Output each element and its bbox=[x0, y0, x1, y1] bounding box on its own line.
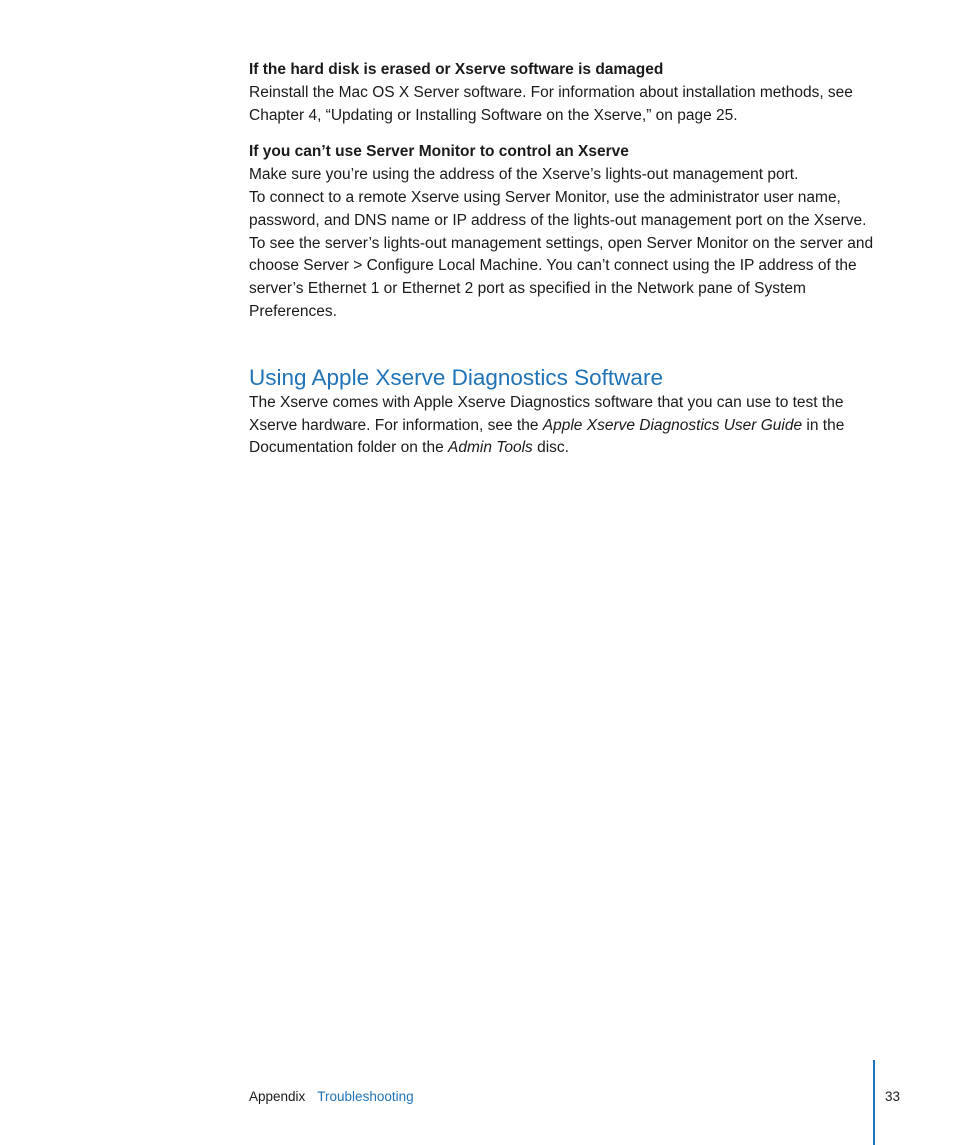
diagnostics-text: The Xserve comes with Apple Xserve Diagnostics software that you can use to test the Xserve hardware. For information, see the bbox=[249, 393, 844, 434]
section-paragraph: Make sure you’re using the address of the Xserve’s lights-out management port. bbox=[249, 166, 799, 184]
diagnostics-text: in the Documentation folder on the bbox=[249, 416, 845, 457]
section-server-monitor bbox=[249, 141, 874, 323]
diagnostics-disc-title: Admin Tools bbox=[448, 439, 533, 457]
section-paragraph: To connect to a remote Xserve using Server Monitor, use the administrator user name, password, and DNS name or IP address of the lights-out management port on the Xserve. To see the server’s lights-out management settings, open Server Monitor on the server and choose Server > Configure Local Machine. You can’t connect using the IP address of the server’s Ethernet 1 or Ethernet 2 port as specified in the Network pane of System Preferences. bbox=[249, 188, 874, 320]
section-heading: If you can’t use Server Monitor to control an Xserve bbox=[249, 143, 629, 161]
diagnostics-guide-title: Apple Xserve Diagnostics User Guide bbox=[542, 416, 803, 434]
section-hard-disk bbox=[249, 59, 874, 127]
page-footer bbox=[249, 1088, 414, 1106]
diagnostics-text: disc. bbox=[532, 439, 569, 457]
section-title-diagnostics: Using Apple Xserve Diagnostics Software bbox=[249, 364, 663, 390]
footer-divider bbox=[873, 1060, 875, 1145]
footer-chapter-label: Troubleshooting bbox=[317, 1089, 414, 1104]
diagnostics-paragraph bbox=[249, 392, 874, 460]
footer-appendix-label: Appendix bbox=[249, 1089, 306, 1104]
page-content bbox=[249, 59, 874, 460]
section-heading: If the hard disk is erased or Xserve software is damaged bbox=[249, 61, 664, 78]
page-number: 33 bbox=[885, 1089, 901, 1104]
section-paragraph: Reinstall the Mac OS X Server software. For information about installation methods, see Chapter 4, “Updating or Installing Software on the Xserve,” on page 25. bbox=[249, 83, 853, 124]
